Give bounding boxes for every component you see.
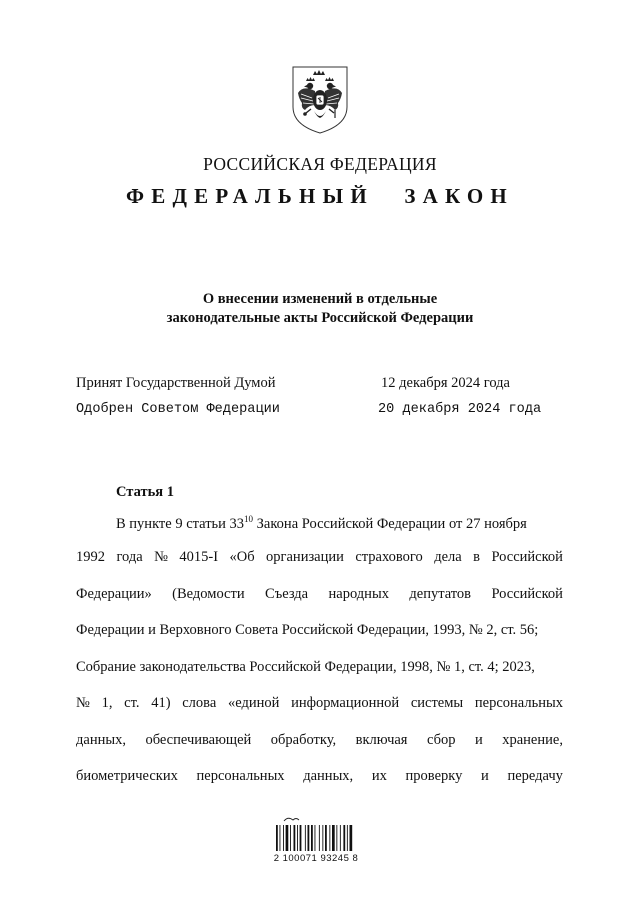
adoption-date: 20 декабря 2024 года [378, 402, 542, 417]
article-line [76, 732, 563, 749]
article-word: обработку, [270, 731, 337, 748]
article-word: данных, [76, 731, 126, 748]
article-word: системы [410, 695, 464, 711]
article-text: Закона Российской Федерации от 27 ноября [253, 516, 527, 532]
article-word: депутатов [409, 585, 472, 602]
article-word: года [116, 549, 143, 565]
article-text: В пункте 9 статьи 33 [116, 516, 245, 532]
article-word: биометрических [76, 768, 178, 784]
article-word: народных [328, 585, 389, 602]
article-word: сбор [426, 731, 456, 748]
barcode [272, 815, 362, 856]
article-word: персональных [196, 768, 285, 784]
article-word: 41) [151, 695, 171, 711]
article-word: Российской [491, 549, 563, 565]
law-subject-line: О внесении изменений в отдельные [202, 291, 438, 307]
article-word: (Ведомости [172, 585, 245, 602]
article-word: ст. [124, 695, 140, 711]
article-line [76, 549, 563, 566]
article-word: Федерации» [76, 585, 152, 602]
article-word: № [154, 549, 168, 565]
article-word: обеспечивающей [145, 731, 252, 748]
article-line [76, 586, 563, 603]
adoption-date: 12 декабря 2024 года [381, 375, 510, 391]
law-subject [0, 290, 640, 328]
article-line [76, 622, 563, 639]
article-word: слова [182, 695, 217, 711]
article-first-line [116, 516, 527, 533]
article-line [76, 659, 563, 676]
state-emblem-icon [289, 63, 351, 135]
article-word: 1, [101, 695, 113, 711]
article-word: их [371, 768, 387, 784]
article-word: и [474, 731, 483, 748]
article-word: Российской [491, 585, 563, 602]
article-heading: Статья 1 [116, 484, 174, 500]
article-line [76, 768, 563, 785]
country-heading: РОССИЙСКАЯ ФЕДЕРАЦИЯ [203, 154, 437, 174]
article-word: 4015-I [179, 549, 219, 565]
article-line [76, 695, 563, 712]
article-word: и [481, 768, 489, 784]
article-word: «единой [227, 695, 280, 711]
article-word: в [473, 549, 480, 565]
article-word: Собрание законодательства Российской Федерации, 1998, № 1, ст. 4; 2023, [76, 658, 535, 675]
article-word: информационной [291, 695, 400, 711]
article-word: персональных [474, 695, 563, 711]
article-word: дела [434, 549, 462, 565]
article-word: страхового [355, 549, 423, 565]
adoption-label: Принят Государственной Думой [76, 375, 276, 391]
law-type-title: ФЕДЕРАЛЬНЫЙ ЗАКОН [126, 184, 514, 208]
article-word: 1992 [76, 549, 105, 565]
adoption-label: Одобрен Советом Федерации [76, 402, 280, 417]
barcode-number: 2 100071 93245 8 [273, 853, 359, 864]
article-word: хранение, [502, 731, 563, 748]
law-subject-line: законодательные акты Российской Федерации [166, 310, 474, 326]
article-word: Съезда [265, 585, 309, 602]
article-word: Федерации и Верховного Совета Российской Федерации, 1993, № 2, ст. 56; [76, 622, 539, 638]
article-word: включая [355, 731, 408, 748]
article-word: проверку [405, 768, 463, 784]
article-word: данных, [303, 768, 354, 784]
article-word: передачу [507, 768, 563, 784]
article-word: «Об [229, 549, 255, 565]
article-word: организации [266, 549, 344, 565]
article-superscript: 10 [244, 514, 254, 524]
article-word: № [76, 695, 90, 711]
